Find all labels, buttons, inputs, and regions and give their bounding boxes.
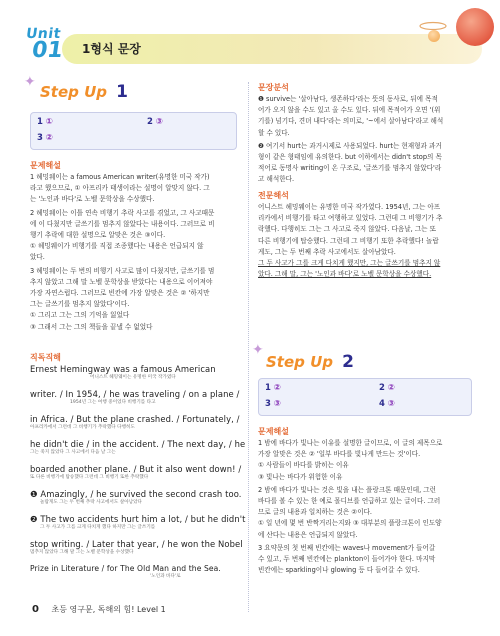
text-line: ① 일 년에 몇 번 반짝거리는지와 ③ 대부분의 플랑크톤이 인도양: [258, 519, 442, 528]
answer-choice: ①: [45, 117, 53, 127]
text-line: 빈칸에는 sparkling이나 glowing 등 다 들어갈 수 있다.: [258, 566, 420, 575]
text-line: 형이 같은 형태임에 유의한다. but 이하에서는 didn't stop의 목: [258, 153, 442, 162]
left-section1-body: [30, 172, 240, 333]
text-line: 1 헤밍웨이는 a famous American writer(유명한 미국 작가): [30, 173, 210, 181]
reading-english: he didn't die / in the accident. / The next day, / he: [30, 439, 246, 449]
answer-number: 3: [37, 133, 43, 143]
book-title: 초등 영구문, 독해의 힘! Level 1: [51, 605, 166, 614]
text-line: ③ 그래서 그는 그의 책들을 끝낼 수 없었다: [30, 322, 153, 331]
reading-english: writer. / In 1954, / he was traveling / on a plane /: [30, 389, 240, 399]
right-section1-heading: 문장분석: [258, 83, 289, 92]
text-line: 적어로 동명사 writing이 온 구조로, '글쓰기를 멈추지 않았다'라: [258, 164, 442, 173]
unit-badge: [16, 24, 76, 68]
text-line: 3 요약문의 첫 번째 빈칸에는 waves나 movement가 들어갈: [258, 543, 436, 552]
text-line: 락했다. 다행히도 그는 그 사고로 죽지 않았다. 다음날, 그는 또: [258, 225, 437, 234]
reading-line: [30, 489, 242, 514]
text-line: 고 해석한다.: [258, 175, 295, 184]
right-section1-body: [258, 94, 472, 186]
text-line: ① 그리고 그는 그의 기억을 잃었다: [30, 311, 130, 320]
text-line: 게도, 그는 두 번째 추락 사고에서도 살아남았다.: [258, 247, 396, 256]
unit-word: Unit: [24, 26, 62, 42]
right-section2-heading: 전문해석: [258, 191, 289, 200]
text-line: 다른 비행기에 탑승했다. 그런데 그 비행기 또한 추락했다! 놀랍: [258, 236, 439, 245]
answer-item: [37, 133, 53, 143]
reading-english: boarded another plane. / But it also went down! /: [30, 464, 242, 474]
text-line: 에 산다는 내용은 언급되지 않았다.: [258, 530, 358, 539]
answer-choice: ②: [273, 383, 281, 393]
step-up-2-heading: [252, 342, 354, 372]
unit-title: 1형식 문장: [82, 42, 141, 56]
reading-gloss: 1954년 그는 여행 중이었다 비행기를 타고: [70, 400, 156, 405]
text-line: 그는 글쓰기를 멈추지 않았다'이다.: [30, 300, 130, 309]
step-up-2-number: 2: [342, 352, 354, 372]
reading-line: [30, 464, 242, 489]
text-line: 가장 자연스럽다. 그러므로 빈칸에 가장 알맞은 것은 ② '하지만: [30, 289, 210, 298]
reading-english: Prize in Literature / for The Old Man and the Sea.: [30, 564, 221, 573]
reading-english: in Africa. / But the plane crashed. / Fortunately, /: [30, 414, 240, 424]
text-line: ③ 빛나는 바다가 위험한 이유: [258, 472, 343, 481]
reading-line: [30, 389, 242, 414]
right-section2-body: [258, 202, 472, 280]
answer-item: [379, 399, 395, 409]
answer-number: 3: [265, 399, 271, 409]
text-line: 그 두 사고가 그를 크게 다치게 했지만, 그는 글쓰기를 멈추지 않: [258, 259, 441, 268]
text-line: 므로 글의 내용과 일치하는 것은 ②이다.: [258, 508, 373, 517]
page-number: 0: [32, 604, 39, 615]
sparkle-icon: ✦: [24, 74, 36, 90]
text-line: ❷ 여기서 hurt는 과거시제로 사용되었다. hurt는 현재형과 과거: [258, 141, 442, 150]
page-footer: [32, 604, 166, 615]
reading-gloss: 멈추지 않았다 그해 말 그는 노벨 문학상을 수상했다: [30, 550, 134, 555]
text-line: 1 밤에 바다가 빛나는 이유를 설명한 글이므로, 이 글의 제목으로: [258, 439, 443, 447]
text-line: 2 밤에 바다가 빛나는 것은 빛을 내는 플랑크톤 때문인데, 그런: [258, 485, 437, 494]
answer-choice: ③: [155, 117, 163, 127]
text-line: ❶ survive는 '살아남다, 생존하다'라는 뜻의 동사로, 뒤에 목적: [258, 95, 438, 103]
answer-item: [265, 383, 281, 393]
reading-gloss: 또 다른 비행기에 탑승했다 그런데 그 비행기 또한 추락했다: [30, 475, 149, 480]
answer-item: [265, 399, 281, 409]
text-line: 수 있고, 두 번째 빈칸에는 plankton이 들어가야 한다. 마지막: [258, 555, 436, 564]
step-up-2-answer-box: [258, 378, 472, 416]
reading-block: [30, 364, 246, 589]
text-line: ① 사람들이 바다를 밝히는 이유: [258, 461, 349, 470]
reading-english: ❶ Amazingly, / he survived the second crash too.: [30, 489, 242, 499]
answer-number: 2: [379, 383, 385, 393]
reading-gloss: 아프리카에서 그런데 그 비행기가 추락했다 다행히도: [30, 425, 135, 430]
reading-line: [30, 364, 242, 389]
answer-number: 1: [37, 117, 43, 127]
text-line: 어가 오지 않을 수도 있고 올 수도 있다. 뒤에 목적어가 오면 '(위: [258, 106, 441, 115]
answer-choice: ③: [387, 399, 395, 409]
right-section3-body: [258, 438, 472, 576]
right-section3-heading: 문제해설: [258, 427, 289, 436]
answer-choice: ②: [45, 133, 53, 143]
answer-number: 1: [265, 383, 271, 393]
text-line: 에 이 다쳤지만 글쓰기를 멈추지 않았다는 내용이다. 그러므로 비: [30, 219, 215, 228]
reading-line: [30, 414, 242, 439]
text-line: 았다.: [30, 253, 45, 262]
column-divider: [248, 82, 249, 612]
text-line: 어니스트 헤밍웨이는 유명한 미국 작가였다. 1954년, 그는 아프: [258, 203, 441, 211]
text-line: 라고 했으므로, ① 아프리카 태생이라는 설명이 알맞지 않다. 그: [30, 184, 210, 193]
unit-number: 01: [30, 38, 65, 63]
reading-line: [30, 439, 246, 464]
step-up-2-title: Step Up: [266, 353, 334, 371]
reading-gloss: 그는 죽지 않았다 그 사고에서 다음 날 그는: [30, 450, 116, 455]
text-line: 행기 추락에 대한 설명으로 알맞은 것은 ③이다.: [30, 231, 166, 240]
reading-english: ❷ The two accidents hurt him a lot, / but he didn't: [30, 514, 246, 524]
text-line: 기를) 넘기다, 견뎌 내다'라는 의미로, '~에서 살아남다'라고 해석: [258, 117, 444, 126]
left-section2-heading: 직독직해: [30, 353, 61, 362]
reading-english: stop writing. / Later that year, / he won the Nobel: [30, 539, 243, 549]
text-line: 바다를 볼 수 있는 한 예로 몰디브를 언급하고 있는 글이다. 그러: [258, 497, 441, 506]
reading-line: [30, 514, 246, 539]
reading-line: [30, 564, 242, 589]
text-line: 는 '노인과 바다'로 노벨 문학상을 수상했다.: [30, 195, 155, 204]
step-up-1-title: Step Up: [40, 83, 108, 101]
text-line: 3 헤밍웨이는 두 번의 비행기 사고로 많이 다쳤지만, 글쓰기를 멈: [30, 266, 215, 275]
answer-item: [147, 117, 163, 127]
text-line: 았다. 그해 말, 그는 '노인과 바다'로 노벨 문학상을 수상했다.: [258, 270, 432, 279]
reading-gloss: 놀랍게도 그는 두 번째 추락 사고에서도 살아남았다: [40, 500, 142, 505]
step-up-1-answer-box: [30, 112, 237, 150]
answer-item: [379, 383, 395, 393]
planet-big-icon: [456, 8, 494, 46]
answer-item: [37, 117, 53, 127]
answer-number: 2: [147, 117, 153, 127]
unit-header: [16, 24, 486, 72]
planet-small-body: [428, 30, 440, 42]
reading-english: Ernest Hemingway was a famous American: [30, 364, 216, 374]
answer-choice: ②: [387, 383, 395, 393]
reading-line: [30, 539, 242, 564]
text-line: 2 헤밍웨이는 이틀 연속 비행기 추락 사고를 겪었고, 그 사고때문: [30, 208, 215, 217]
reading-gloss: 어니스트 헤밍웨이는 유명한 미국 작가였다: [90, 375, 176, 380]
text-line: 추지 않았고 그해 말 노벨 문학상을 받았다는 내용으로 이어져야: [30, 277, 213, 286]
text-line: 가장 알맞은 것은 ② '일부 바다를 빛나게 만드는 것'이다.: [258, 450, 421, 459]
step-up-1-heading: [24, 74, 128, 102]
text-line: 리카에서 비행기를 타고 여행하고 있었다. 그런데 그 비행기가 추: [258, 214, 443, 223]
sparkle-icon: ✦: [252, 342, 264, 358]
reading-gloss: '노인과 바다'로: [150, 574, 181, 579]
text-line: ① 헤밍웨이가 비행기를 직접 조종했다는 내용은 언급되지 않: [30, 242, 204, 251]
answer-choice: ③: [273, 399, 281, 409]
text-line: 할 수 있다.: [258, 128, 290, 137]
step-up-1-number: 1: [116, 82, 128, 102]
left-section1-heading: 문제해설: [30, 161, 61, 170]
reading-gloss: 그 두 사고가 그를 크게 다치게 했다 하지만 그는 글쓰기를: [40, 525, 156, 530]
answer-number: 4: [379, 399, 385, 409]
